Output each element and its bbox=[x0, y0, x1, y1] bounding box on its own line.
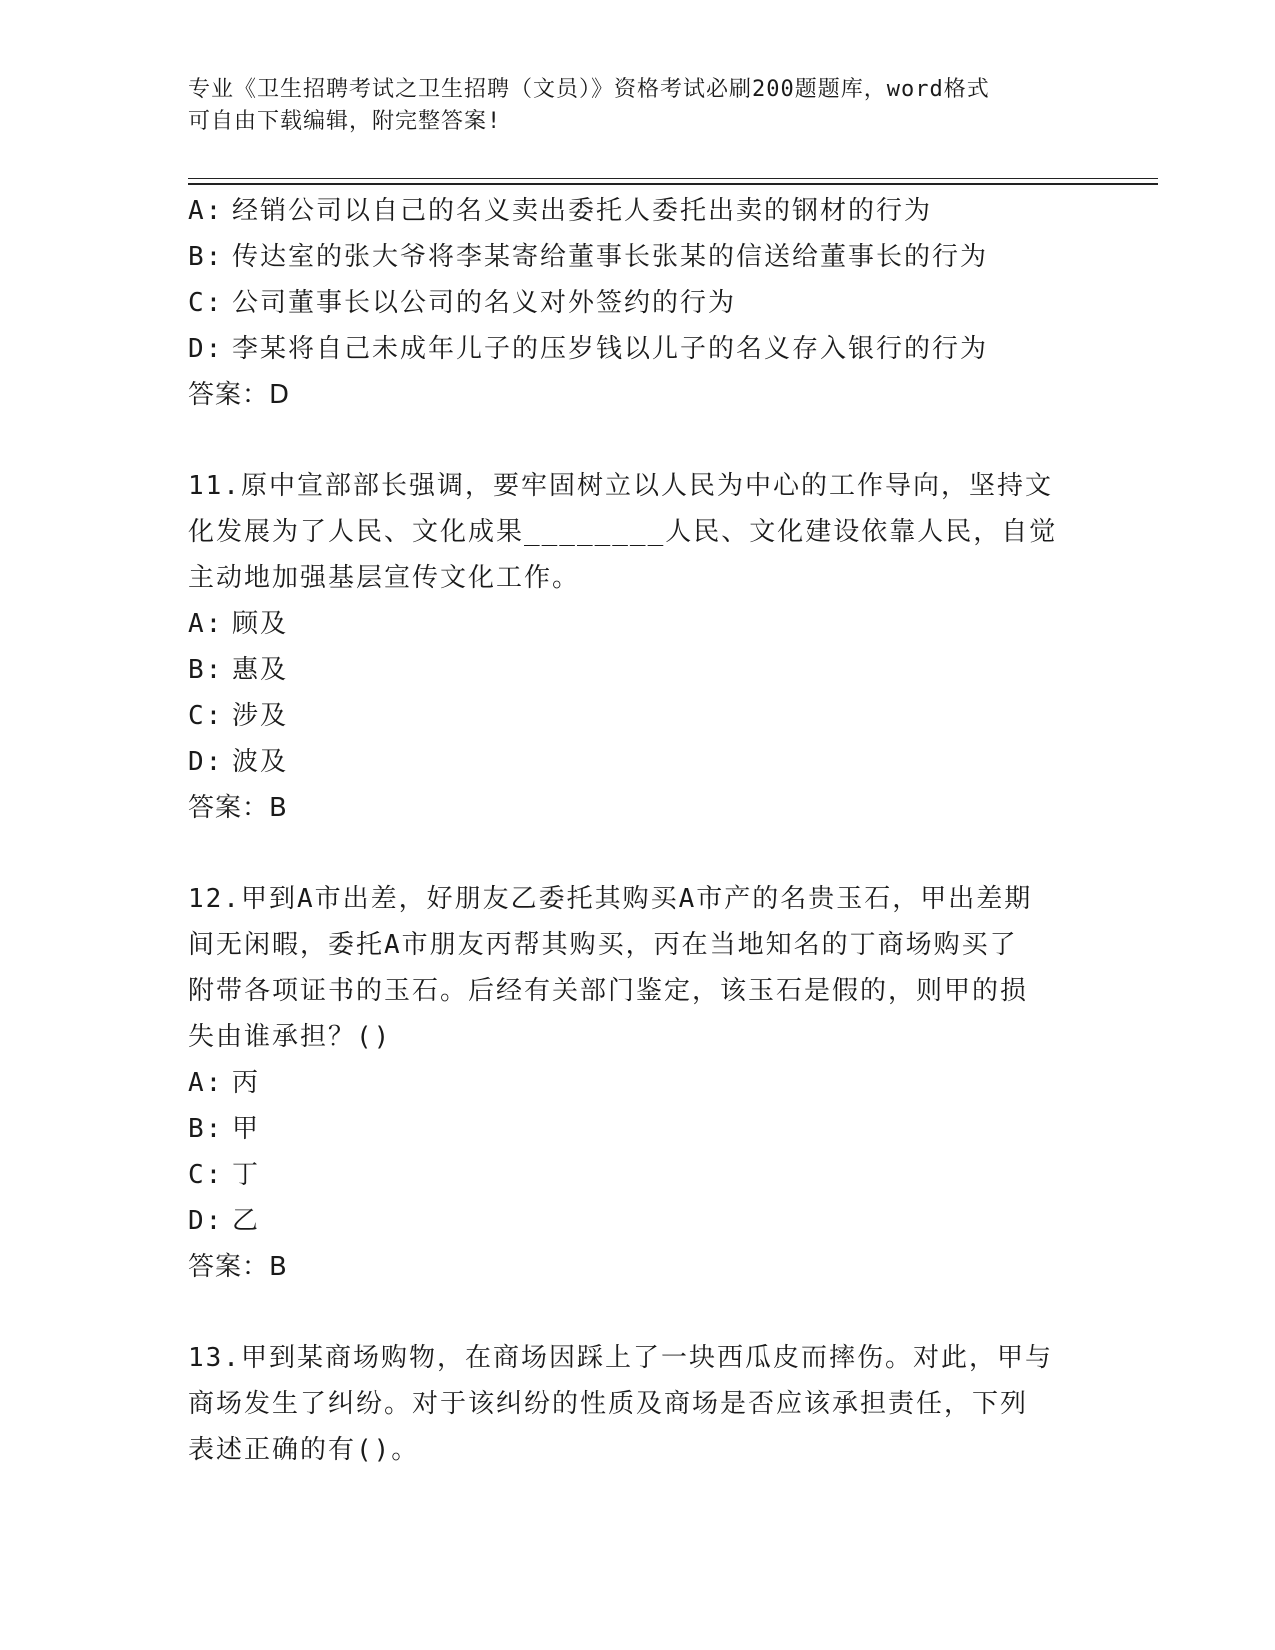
option-text: 甲 bbox=[232, 1114, 261, 1144]
header-rule-bottom bbox=[188, 183, 1158, 185]
option-text: 公司董事长以公司的名义对外签约的行为 bbox=[232, 288, 737, 318]
answer-line: 答案：D bbox=[188, 380, 291, 410]
question-stem-line: 11.原中宣部部长强调，要牢固树立以人民为中心的工作导向，坚持文 bbox=[188, 471, 1053, 501]
option-letter: D: bbox=[188, 747, 224, 777]
option-a bbox=[188, 601, 1088, 647]
option-a bbox=[188, 1060, 1088, 1106]
spacer bbox=[188, 831, 1088, 876]
option-text: 传达室的张大爷将李某寄给董事长张某的信送给董事长的行为 bbox=[232, 242, 989, 272]
option-d bbox=[188, 326, 1088, 372]
option-text: 波及 bbox=[232, 747, 289, 777]
option-text: 惠及 bbox=[232, 655, 289, 685]
option-letter: A: bbox=[188, 609, 224, 639]
answer-line: 答案：B bbox=[188, 1252, 288, 1282]
header-line-2: 可自由下载编辑，附完整答案! bbox=[188, 109, 502, 134]
header-line-1: 专业《卫生招聘考试之卫生招聘（文员）》资格考试必刷200题题库，word格式 bbox=[188, 77, 990, 102]
option-a bbox=[188, 188, 1088, 234]
option-letter: A: bbox=[188, 196, 224, 226]
option-c bbox=[188, 280, 1088, 326]
spacer bbox=[188, 418, 1088, 463]
option-letter: B: bbox=[188, 242, 224, 272]
option-text: 乙 bbox=[232, 1206, 261, 1236]
question-12 bbox=[188, 876, 1088, 1290]
prev-question bbox=[188, 188, 1088, 418]
question-stem-line: 表述正确的有()。 bbox=[188, 1435, 420, 1465]
option-letter: D: bbox=[188, 334, 224, 364]
option-b bbox=[188, 1106, 1088, 1152]
question-stem-line: 主动地加强基层宣传文化工作。 bbox=[188, 563, 581, 593]
option-text: 经销公司以自己的名义卖出委托人委托出卖的钢材的行为 bbox=[232, 196, 933, 226]
option-b bbox=[188, 647, 1088, 693]
option-c bbox=[188, 693, 1088, 739]
option-letter: B: bbox=[188, 1114, 224, 1144]
option-text: 丁 bbox=[232, 1160, 261, 1190]
option-letter: C: bbox=[188, 701, 224, 731]
question-stem-line: 化发展为了人民、文化成果________人民、文化建设依靠人民，自觉 bbox=[188, 517, 1058, 547]
option-text: 李某将自己未成年儿子的压岁钱以儿子的名义存入银行的行为 bbox=[232, 334, 989, 364]
option-d bbox=[188, 1198, 1088, 1244]
option-text: 丙 bbox=[232, 1068, 261, 1098]
answer-line: 答案：B bbox=[188, 793, 288, 823]
spacer bbox=[188, 1290, 1088, 1335]
option-text: 顾及 bbox=[232, 609, 289, 639]
question-stem-line: 附带各项证书的玉石。后经有关部门鉴定，该玉石是假的，则甲的损 bbox=[188, 976, 1029, 1006]
option-letter: C: bbox=[188, 288, 224, 318]
option-b bbox=[188, 234, 1088, 280]
question-13 bbox=[188, 1335, 1088, 1473]
option-letter: D: bbox=[188, 1206, 224, 1236]
question-stem-line: 失由谁承担？() bbox=[188, 1022, 392, 1052]
question-stem-line: 间无闲暇，委托A市朋友丙帮其购买，丙在当地知名的丁商场购买了 bbox=[188, 930, 1018, 960]
header-rule-top bbox=[188, 178, 1158, 179]
question-11 bbox=[188, 463, 1088, 831]
question-content bbox=[188, 188, 1088, 1473]
option-letter: C: bbox=[188, 1160, 224, 1190]
question-stem-line: 13.甲到某商场购物，在商场因踩上了一块西瓜皮而摔伤。对此，甲与 bbox=[188, 1343, 1053, 1373]
option-letter: A: bbox=[188, 1068, 224, 1098]
option-c bbox=[188, 1152, 1088, 1198]
option-letter: B: bbox=[188, 655, 224, 685]
question-stem-line: 商场发生了纠纷。对于该纠纷的性质及商场是否应该承担责任，下列 bbox=[188, 1389, 1029, 1419]
option-text: 涉及 bbox=[232, 701, 289, 731]
header-note bbox=[188, 74, 1088, 138]
question-stem-line: 12.甲到A市出差，好朋友乙委托其购买A市产的名贵玉石，甲出差期 bbox=[188, 884, 1033, 914]
option-d bbox=[188, 739, 1088, 785]
